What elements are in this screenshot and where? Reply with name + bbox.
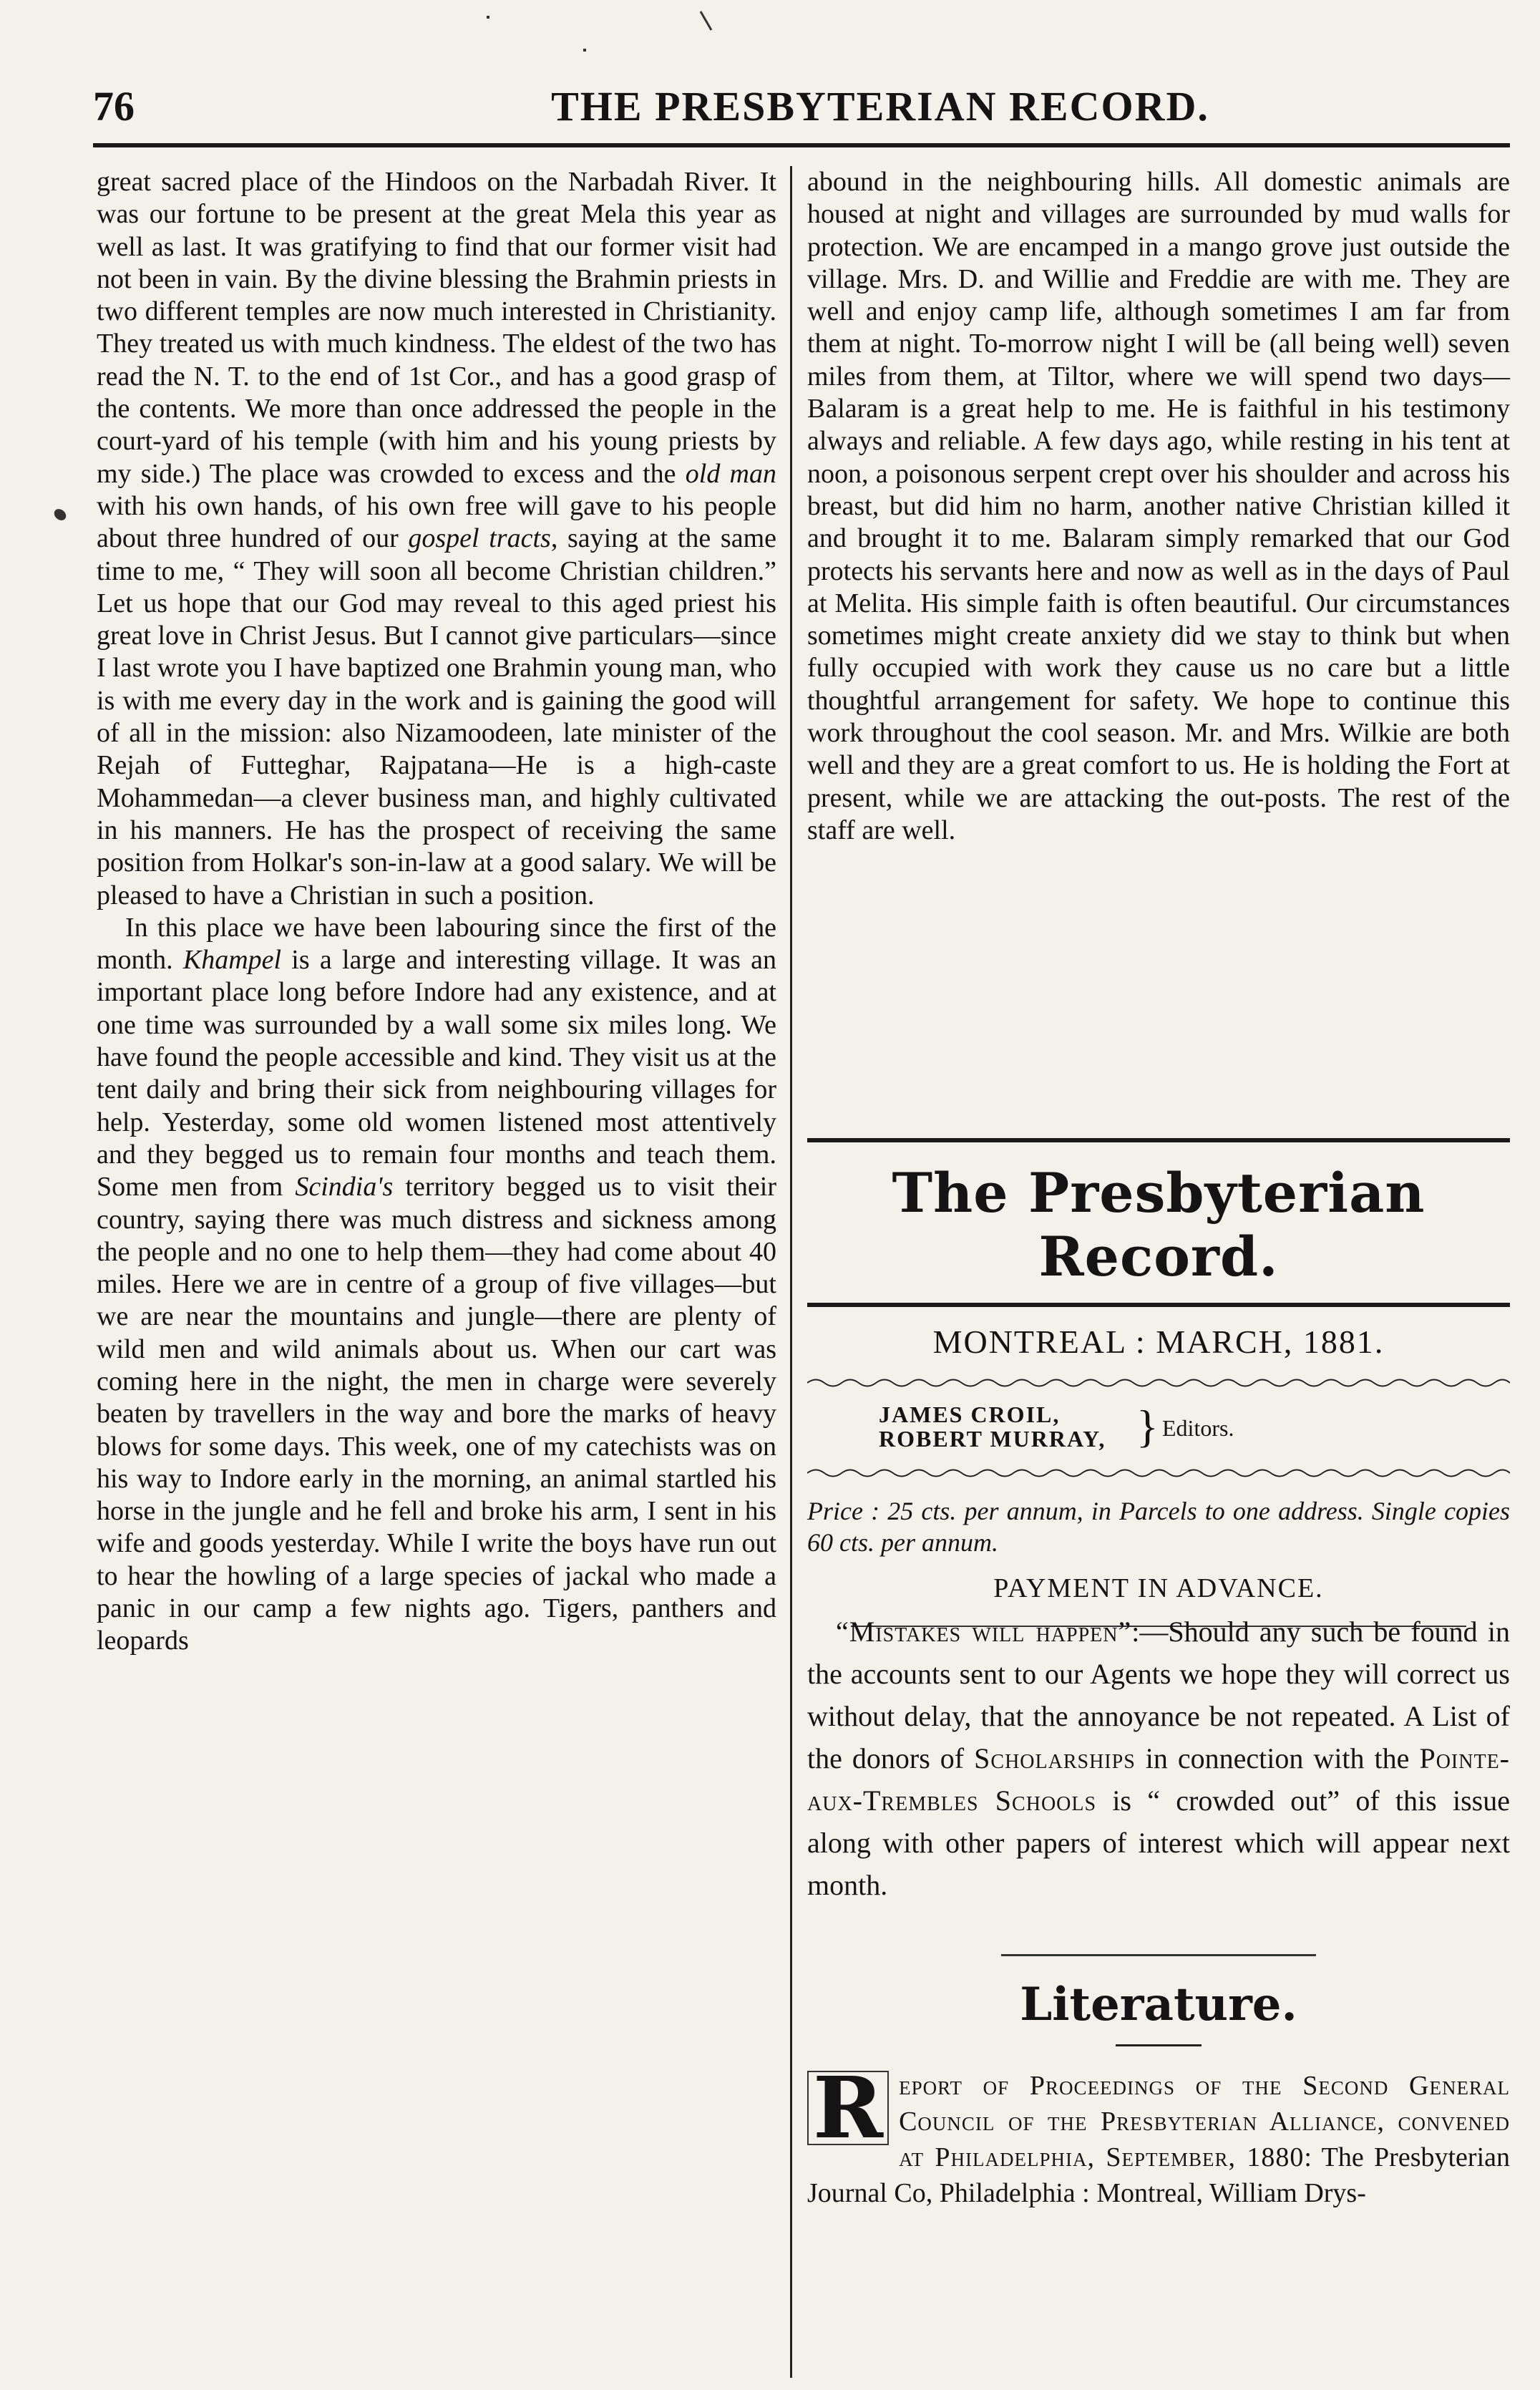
payment-notice: PAYMENT IN ADVANCE. [993,1573,1324,1603]
text-run: is a large and interesting village. It was an important place long before Indore had any existence, and at one time was surrounded by a wall some six miles long. We have found the people accessible and kind. They visit us at the tent daily and bring their sick from neighbouring villages for help. Yesterday, some old women listened most attentively and they begged us to remain four months and teach them. Some men from [97,945,776,1203]
italic-run: Scindia's [295,1172,394,1203]
masthead-rule [807,1138,1510,1142]
review-title: eport of Proceedings of the Second General Council of the Presbyterian Alliance, convened at Philadelphia, September, 1880 [899,2071,1510,2172]
italic-run: gospel tracts [408,523,551,554]
ink-speck [583,49,586,52]
ink-speck [487,16,489,19]
masthead-title: The Presbyterian Record. [892,1161,1426,1288]
text-run: great sacred place of the Hindoos on the Narbadah River. It was our fortune to be present at the great Mela this year as well as last. It was gratifying to find that our former visit had not been in vain. By the divine blessing the Brahmin priests in two different temples are now much interested in Christianity. They treated us with much kindness. The eldest of the two has read the N. T. to the end of 1st Cor., and has a good grasp of the contents. We more than once addressed the people in the court-yard of his temple (with him and his young priests by my side.) The place was crowded to excess and the [97,167,776,489]
ink-speck [700,11,713,30]
article-continuation: abound in the neighbouring hills. All domestic animals are housed at night and villages are surrounded by mud walls for protection. We are encamped in a mango grove just outside the village. Mrs. D. and Willie and Freddie are with me. They are well and enjoy camp life, although sometimes I am far from them at night. To-morrow night I will be (all being well) seven miles from them, at Tiltor, where we will spend two days—Balaram is a great help to me. He is faithful in his testimony always and reliable. A few days ago, while resting in his tent at noon, a poisonous serpent crept over his shoulder and across his breast, but did him no harm, another native Christian killed it and brought it to me. Balaram simply remarked that our God protects his servants here and now as well as in the days of Paul at Melita. His simple faith is often beautiful. Our circumstances sometimes might create anxiety did we stay to think but when fully occupied with work they cause us no care but a little thoughtful arrangement for safety. We hope to continue this work throughout the cool season. Mr. and Mrs. Wilkie are both well and they are a great comfort to us. He is holding the Fort at present, while we are attacking the out-posts. The rest of the staff are well. [807,167,1510,845]
header-rule [93,143,1510,147]
notice-heading: “Mistakes will happen” [836,1616,1132,1648]
notice-paragraph [807,1611,1510,1906]
masthead-rule [807,1303,1510,1307]
editor-name: ROBERT MURRAY, [879,1426,1106,1452]
page-number: 76 [93,83,135,130]
brace-glyph: } [1136,1401,1159,1452]
drop-cap: R [807,2071,889,2145]
wavy-rule [807,1467,1510,1480]
literature-section [807,1954,1510,2211]
text-run: in connection with the [1135,1742,1420,1774]
dateline: MONTREAL : MARCH, 1881. [932,1323,1385,1360]
column-divider [790,166,792,2378]
editor-name: JAMES CROIL, [879,1402,1061,1427]
small-caps-run: Scholarships [974,1742,1136,1774]
text-run: In this place we have been labouring since the first of the month. [97,912,776,976]
notice-text [807,1611,1510,1906]
text-run: : The Presbyterian Journal Co, Philadelphia : Montreal, William Drys- [807,2142,1510,2208]
page-header [93,82,1510,140]
heading-rule [1116,2044,1202,2046]
review-paragraph [807,2058,1510,2211]
text-run: territory begged us to visit their country, saying there was much distress and sickness among the people and no one to help them—they had come about 40 miles. Here we are in centre of a group of five villages—but we are near the mountains and jungle—there are plenty of wild men and wild animals about us. When our cart was coming here in the night, the men in charge were severely beaten by travellers in the way and bore the marks of heavy blows for some days. This week, one of my catechists was on his way to Indore early in the morning, an animal startled his horse in the jungle and he fell and broke his arm, I sent in his wife and goods yesterday. While I write the boys have run out to hear the howling of a large species of jackal who made a panic in our camp a few nights ago. Tigers, panthers and leopards [97,1172,776,1656]
ink-speck [52,507,69,523]
editor-names [879,1402,1106,1451]
small-caps-run: Pointe-aux-Trembles Schools [807,1742,1510,1817]
running-title: THE PRESBYTERIAN RECORD. [551,83,1209,130]
subscription-price: Price : 25 cts. per annum, in Parcels to one address. Single copies 60 cts. per annum. [807,1497,1510,1557]
article-paragraph [97,912,776,1658]
text-run: , saying at the same time to me, “ They will soon all become Christian children.” Let us hope that our God may reveal to this aged priest his great love in Christ Jesus. But I cannot give particulars—since I last wrote you I have baptized one Brahmin young man, who is with me every day in the work and is gaining the good will of all in the mission: also Nizamoodeen, late minister of the Rejah of Futteghar, Rajpatana—He is a high-caste Mohammedan—a clever business man, and highly cultivated in his manners. He has the prospect of receiving the same position from Holkar's son-in-law at a good salary. We will be pleased to have a Christian in such a position. [97,523,777,910]
masthead [807,1138,1510,1627]
italic-run: Khampel [182,945,282,976]
section-rule [1001,1954,1316,1956]
text-run: :—Should any such be found in the accounts sent to our Agents we hope they will correct us without delay, that the annoyance be not repeated. A List of the donors of [807,1616,1510,1774]
right-column [807,166,1510,847]
text-run: is “ crowded out” of this issue along with other papers of interest which will appear next month. [807,1784,1510,1901]
wavy-rule [807,1376,1510,1389]
literature-heading: Literature. [1020,1978,1297,2031]
editors-block [807,1402,1510,1457]
editors-label: Editors. [1162,1415,1234,1441]
text-run: with his own hands, of his own free will gave to his people about three hundred of our [97,490,776,554]
italic-run: old man [685,458,776,489]
left-column [97,166,776,1658]
article-paragraph [97,166,776,912]
